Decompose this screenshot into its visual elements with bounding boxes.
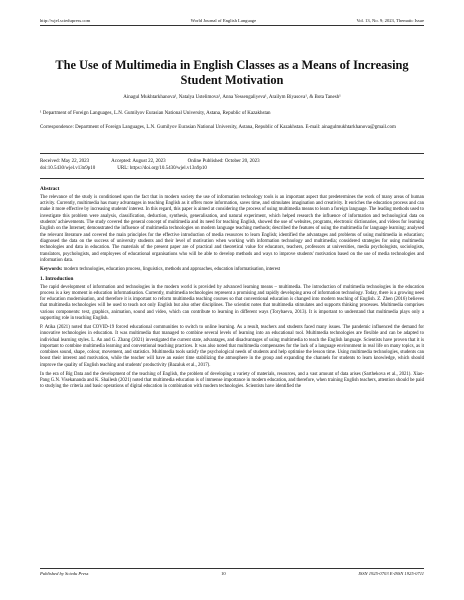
online-date: Online Published: October 20, 2023 — [187, 159, 260, 164]
intro-paragraph-3: In the era of Big Data and the development of the teaching of English, the problem of developing a variety of materials, resources, and a vast amount of data arises (Sarthekova et al., 2021). Xiao-Pang G.N. Visekananda and K. Shailesh (2021) noted that multimedia education is of immense importance in modern education, and therefore, when training English teachers, attention should be paid to studying the criteria and basic operations of digital education in combination with modern technologies. Scientists have identified the — [40, 371, 424, 390]
doi-url[interactable]: URL: https://doi.org/10.5430/wjel.v13n9p10 — [117, 165, 207, 171]
journal-url[interactable]: http://wjel.sciedupress.com — [40, 18, 91, 23]
keywords-label: Keywords: — [40, 266, 63, 272]
introduction-heading: 1. Introduction — [40, 275, 74, 282]
journal-name: World Journal of English Language — [190, 18, 257, 23]
abstract-section — [40, 186, 424, 393]
keywords-line — [40, 267, 424, 273]
page-number: 10 — [221, 571, 226, 576]
page-footer — [40, 568, 424, 576]
keywords-text: modern technologies, education process, linguistics, methods and approaches, education informatisation, interest — [63, 266, 281, 272]
intro-paragraph-1: The rapid development of information and technologies in the modern world is provided by advanced learning means – multimedia. The introduction of multimedia technologies in the education process is a key moment in education informatisation. Currently, multimedia technologies represent a promising and rapidly developing area of information technology. Today, there is a growing need for education modernisation, and therefore it is important to reform multimedia teaching courses so that conventional education is changed into modern teaching of English. Z. Zhen (2016) believes that multimedia technologies will be used to teach not only English but also other disciplines. The scientist notes that multimedia stimulates and supports thinking processes. Multimedia comprises various components: text, graphics, animation, sound and video, which can contribute to learning in different ways (Torybaeva, 2013). It is important to understand that multimedia plays only a supporting role in teaching English. — [40, 284, 424, 322]
divider-top — [40, 153, 424, 154]
publisher: Published by Sciedu Press — [40, 571, 89, 576]
volume-info: Vol. 13, No. 9; 2023, Thematic Issue — [356, 18, 424, 23]
author-list: Ainagul Mukhtarkhanova¹, Natalya Ustelimova¹, Anna Yessengaliyeva¹, Arailym Biyasova¹, & Bota Tanesh¹ — [123, 95, 341, 100]
publication-dates — [40, 159, 424, 172]
received-date: Received: May 22, 2023 — [40, 159, 90, 164]
doi-text: doi:10.5430/wjel.v13n9p10 — [40, 165, 96, 171]
running-header — [40, 18, 424, 26]
paper-title: The Use of Multimedia in English Classes as a Means of Increasing Student Motivation — [55, 58, 409, 87]
affiliation: ¹ Department of Foreign Languages, L.N. Gumilyov Eurasian National University, Astana, Republic of Kazakhstan — [40, 111, 271, 116]
correspondence: Correspondence: Department of Foreign Languages, L.N. Gumilyov Eurasian National University, Astana, Republic of Kazakhstan. E-mail: ainagulmukhtarkhanova@gmail.com — [40, 125, 396, 130]
abstract-text: The relevance of the study is conditioned upon the fact that in modern society the use of information technology tools is an important aspect that predetermines the work of many areas of human activity. Currently, multimedia has many advantages in teaching English as it offers more information, saves time, and stimulates imagination and creativity. It enriches the education process and can make it more effective by increasing students' interest. In this regard, this paper is aimed at considering the process of using multimedia means to learn a foreign language. The leading methods used to investigate this problem were analysis, classification, deduction, synthesis, generalisation, and natural experiment, which helped research the influence of information and technological data on students' achievements. The study covered the general concept of multimedia and its need for teaching English, showed the use of websites, programs, electronic dictionaries, and videos for learning English on the Internet; demonstrated the influence of multimedia technologies on modern language teaching methods; described the features of using the multimedia for language learning; analysed the relevant literature and covered the main principles for the effective introduction of media resources to learn English; identified the advantages and problems of using multimedia in education; diagnosed the data on the success of university students and their level of motivation when working with information technology and multimedia; considered strategies for using multimedia technologies and data in education. The materials of the present paper are of practical and theoretical value for educators, teachers, professors at universities, media psychologists, sociologists, translators, psychologists, and employees of educational organisations who will be able to develop methods and ways to improve students' motivation based on the use of media technologies and information data. — [40, 194, 424, 263]
divider-bottom — [40, 178, 424, 179]
accepted-date: Accepted: August 22, 2023 — [111, 159, 166, 164]
issn: ISSN 1925-0703 E-ISSN 1925-0711 — [358, 571, 424, 576]
intro-paragraph-2: P. Atika (2021) noted that COVID-19 forced educational communities to switch to online learning. As a result, teachers and students faced many issues. The pandemic influenced the demand for innovative technologies in education. It was multimedia that managed to combine several levels of learning into an educational tool. Multimedia technologies are flexible and can be adapted to individual learning styles. L. An and G. Zhang (2021) investigated the current state, advantages, and disadvantages of using multimedia to teach the English language. Scientists have proven that it is important to combine multimedia learning and conventional teaching practices. It was also noted that multimedia compensates for the lack of a language environment in real life on many topics, as it combines sound, shape, colour, movement, and statistics. Multimedia tools satisfy the psychological needs of students and help optimise the lesson time. Using multimedia technologies, students can boost their interest and motivation, while the teacher will have an easier time stabilizing the atmosphere in the group and expanding the channels for students to learn knowledge, which should improve the quality of English teaching and students' productivity (Bazaluk et al., 2017). — [40, 324, 424, 368]
abstract-heading: Abstract — [40, 186, 60, 192]
